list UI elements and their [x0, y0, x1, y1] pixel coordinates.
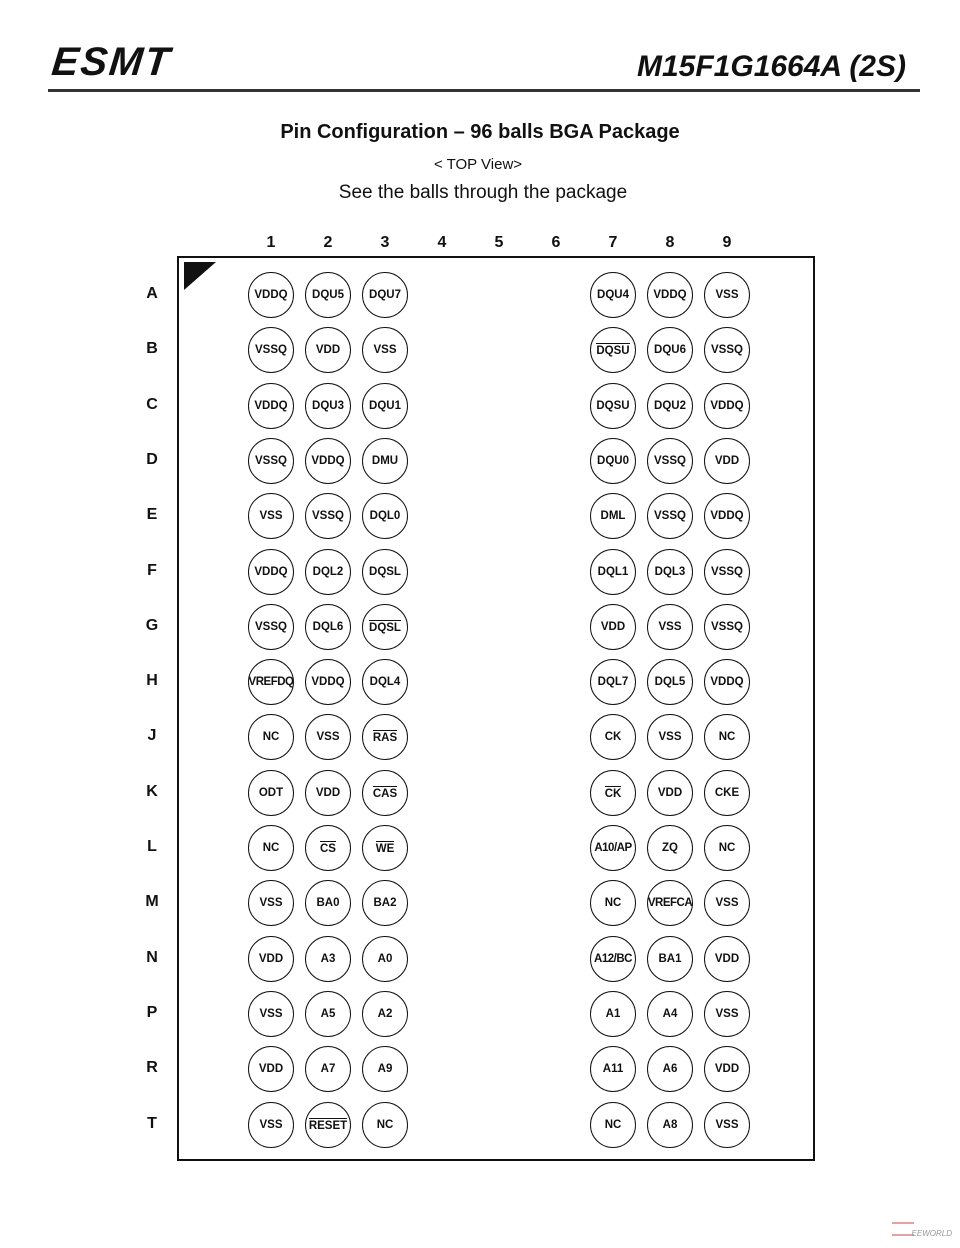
ball-label: DQSL: [369, 621, 401, 634]
ball-label: VDDQ: [710, 399, 744, 412]
ball-label: DQU4: [597, 289, 629, 301]
ball-label: NC: [376, 1118, 394, 1131]
ball-label: DML: [600, 510, 626, 523]
ball-B8: [647, 327, 693, 373]
ball-label: VSSQ: [255, 344, 287, 357]
column-header: 1: [266, 234, 276, 251]
ball-H1: [248, 659, 294, 705]
ball-label: VSS: [259, 510, 283, 523]
ball-label: VSS: [715, 1118, 739, 1131]
ball-F8: [647, 549, 693, 595]
ball-G3: [362, 604, 408, 650]
watermark-text: EEWORLD: [911, 1229, 952, 1238]
ball-E9: [704, 493, 750, 539]
ball-T3: [362, 1102, 408, 1148]
ball-label: DQL0: [369, 510, 401, 523]
ball-label: CKE: [714, 786, 740, 799]
row-header: P: [146, 1003, 158, 1021]
row-header: N: [146, 948, 158, 966]
ball-label: VDDQ: [311, 454, 345, 467]
ball-T9: [704, 1102, 750, 1148]
ball-N7: [590, 936, 636, 982]
ball-M2: [305, 880, 351, 926]
ball-label: VDDQ: [710, 510, 744, 523]
ball-label: CK: [604, 787, 622, 800]
ball-label: VDD: [657, 786, 683, 799]
ball-label: RESET: [308, 1119, 348, 1132]
ball-label: DQL3: [654, 565, 686, 578]
ball-label: VDDQ: [710, 676, 744, 689]
ball-label: DQL2: [312, 565, 344, 578]
ball-N8: [647, 936, 693, 982]
ball-T1: [248, 1102, 294, 1148]
ball-T7: [590, 1102, 636, 1148]
ball-R8: [647, 1046, 693, 1092]
ball-N2: [305, 936, 351, 982]
ball-label: VSSQ: [312, 510, 344, 523]
ball-M1: [248, 880, 294, 926]
ball-label: A1: [605, 1007, 621, 1020]
ball-E1: [248, 493, 294, 539]
ball-E7: [590, 493, 636, 539]
ball-M9: [704, 880, 750, 926]
ball-label: VREFDQ: [248, 676, 294, 689]
ball-label: VSSQ: [711, 620, 743, 633]
ball-label: VDD: [315, 786, 341, 799]
ball-R9: [704, 1046, 750, 1092]
row-header: H: [146, 672, 158, 690]
ball-G2: [305, 604, 351, 650]
ball-P7: [590, 991, 636, 1037]
ball-D3: [362, 438, 408, 484]
ball-L7: [590, 825, 636, 871]
ball-D1: [248, 438, 294, 484]
ball-label: A6: [662, 1063, 678, 1076]
ball-label: NC: [604, 897, 622, 910]
ball-label: DQU7: [369, 289, 401, 301]
ball-label: DQSU: [596, 399, 630, 412]
ball-label: VSS: [259, 1118, 283, 1131]
ball-F9: [704, 549, 750, 595]
part-number: M15F1G1664A (2S): [636, 50, 906, 83]
ball-label: VSS: [658, 731, 682, 744]
ball-label: A8: [662, 1118, 678, 1131]
column-header: 3: [380, 234, 390, 251]
ball-label: A7: [320, 1063, 336, 1076]
ball-label: VSS: [373, 344, 397, 357]
column-header: 8: [665, 234, 675, 251]
ball-label: VSSQ: [654, 510, 686, 523]
ball-label: DQL5: [654, 676, 686, 689]
ball-label: DQSL: [369, 565, 401, 578]
ball-label: DQU6: [654, 344, 686, 357]
column-header: 5: [494, 234, 504, 251]
ball-H9: [704, 659, 750, 705]
ball-R7: [590, 1046, 636, 1092]
ball-C9: [704, 383, 750, 429]
ball-label: BA0: [316, 897, 340, 910]
row-header: K: [146, 782, 158, 800]
ball-P2: [305, 991, 351, 1037]
ball-label: NC: [262, 842, 280, 854]
ball-label: VSSQ: [654, 454, 686, 467]
ball-B1: [248, 327, 294, 373]
ball-label: VSS: [658, 620, 682, 633]
ball-C8: [647, 383, 693, 429]
ball-label: NC: [262, 731, 280, 744]
ball-label: RAS: [372, 732, 398, 745]
ball-label: BA2: [373, 897, 397, 910]
pin1-corner-marker: [184, 262, 216, 290]
ball-label: VSSQ: [255, 454, 287, 467]
ball-L8: [647, 825, 693, 871]
ball-D8: [647, 438, 693, 484]
ball-label: NC: [718, 731, 736, 744]
ball-A2: [305, 272, 351, 318]
column-header: 4: [437, 234, 447, 251]
ball-N1: [248, 936, 294, 982]
column-header: 7: [608, 234, 618, 251]
view-subtitle: < TOP View>: [433, 156, 523, 173]
ball-G8: [647, 604, 693, 650]
ball-label: VDDQ: [254, 399, 288, 412]
ball-L3: [362, 825, 408, 871]
column-header: 9: [722, 234, 732, 251]
ball-G7: [590, 604, 636, 650]
ball-H2: [305, 659, 351, 705]
ball-A3: [362, 272, 408, 318]
ball-label: A12/BC: [594, 952, 632, 965]
ball-label: VSS: [715, 897, 739, 910]
ball-F7: [590, 549, 636, 595]
ball-P9: [704, 991, 750, 1037]
ball-label: CK: [604, 731, 622, 744]
row-header: A: [146, 285, 158, 302]
row-header: F: [147, 561, 157, 579]
ball-label: A10/AP: [594, 842, 632, 854]
ball-N9: [704, 936, 750, 982]
ball-label: DQU1: [369, 399, 401, 412]
ball-label: WE: [375, 843, 395, 855]
ball-label: A5: [320, 1007, 336, 1020]
ball-label: VDD: [714, 454, 740, 467]
ball-label: DQSU: [596, 345, 630, 358]
ball-P3: [362, 991, 408, 1037]
row-header: E: [146, 506, 158, 524]
ball-T2: [305, 1102, 351, 1148]
ball-label: BA1: [658, 952, 682, 965]
ball-R3: [362, 1046, 408, 1092]
ball-label: DQU3: [312, 399, 344, 412]
ball-label: VSSQ: [255, 620, 287, 633]
ball-label: DQL6: [312, 620, 344, 633]
ball-L1: [248, 825, 294, 871]
ball-label: DMU: [371, 454, 399, 467]
ball-K7: [590, 770, 636, 816]
row-header: T: [147, 1114, 157, 1132]
ball-F1: [248, 549, 294, 595]
row-header: J: [147, 727, 157, 745]
ball-label: NC: [604, 1118, 622, 1131]
ball-label: DQL7: [597, 676, 629, 689]
ball-label: VDD: [714, 952, 740, 965]
ball-label: VSSQ: [711, 565, 743, 578]
ball-M8: [647, 880, 693, 926]
ball-G9: [704, 604, 750, 650]
ball-L2: [305, 825, 351, 871]
ball-label: VSSQ: [711, 344, 743, 357]
ball-label: A9: [377, 1063, 393, 1076]
ball-H8: [647, 659, 693, 705]
ball-label: VDDQ: [254, 289, 288, 301]
ball-label: VDD: [315, 344, 341, 357]
ball-H7: [590, 659, 636, 705]
ball-P1: [248, 991, 294, 1037]
ball-label: A2: [377, 1007, 393, 1020]
ball-K2: [305, 770, 351, 816]
ball-label: VREFCA: [647, 897, 693, 910]
ball-label: A3: [320, 952, 336, 965]
ball-C1: [248, 383, 294, 429]
ball-K8: [647, 770, 693, 816]
ball-L9: [704, 825, 750, 871]
ball-label: VDD: [600, 620, 626, 633]
ball-R1: [248, 1046, 294, 1092]
ball-label: CAS: [372, 787, 398, 800]
ball-label: VSS: [259, 1007, 283, 1020]
page-title: Pin Configuration – 96 balls BGA Package: [280, 121, 680, 143]
row-header: M: [145, 893, 159, 911]
ball-T8: [647, 1102, 693, 1148]
ball-label: VSS: [715, 289, 739, 301]
ball-A1: [248, 272, 294, 318]
ball-N3: [362, 936, 408, 982]
ball-B7: [590, 327, 636, 373]
ball-A9: [704, 272, 750, 318]
ball-label: ODT: [258, 786, 284, 799]
ball-label: VDD: [258, 1063, 284, 1076]
row-header: D: [146, 450, 158, 468]
row-header: G: [145, 616, 159, 634]
ball-label: VDDQ: [653, 289, 687, 301]
ball-M3: [362, 880, 408, 926]
ball-label: A4: [662, 1007, 678, 1020]
row-header: R: [146, 1059, 158, 1077]
ball-A8: [647, 272, 693, 318]
column-header: 2: [323, 234, 333, 251]
ball-M7: [590, 880, 636, 926]
ball-P8: [647, 991, 693, 1037]
ball-E3: [362, 493, 408, 539]
ball-label: DQU5: [312, 289, 344, 301]
ball-R2: [305, 1046, 351, 1092]
ball-C7: [590, 383, 636, 429]
ball-label: VDDQ: [254, 565, 288, 578]
ball-label: DQL4: [369, 676, 401, 689]
ball-F2: [305, 549, 351, 595]
ball-D7: [590, 438, 636, 484]
row-header: C: [146, 395, 158, 413]
ball-B2: [305, 327, 351, 373]
ball-K1: [248, 770, 294, 816]
ball-label: DQL1: [597, 565, 629, 578]
ball-D9: [704, 438, 750, 484]
ball-label: DQU2: [654, 399, 686, 412]
ball-B9: [704, 327, 750, 373]
ball-H3: [362, 659, 408, 705]
ball-label: A11: [602, 1063, 624, 1076]
row-header: L: [147, 838, 157, 855]
ball-label: NC: [718, 842, 736, 854]
view-note: See the balls through the package: [338, 182, 628, 203]
ball-label: A0: [377, 952, 393, 965]
ball-C3: [362, 383, 408, 429]
ball-C2: [305, 383, 351, 429]
ball-B3: [362, 327, 408, 373]
ball-label: CS: [320, 843, 336, 855]
ball-K9: [704, 770, 750, 816]
column-header: 6: [551, 234, 561, 251]
ball-E2: [305, 493, 351, 539]
row-header: B: [146, 340, 158, 358]
ball-E8: [647, 493, 693, 539]
ball-label: VDD: [714, 1063, 740, 1076]
ball-label: VSS: [715, 1007, 739, 1020]
ball-A7: [590, 272, 636, 318]
ball-label: VDDQ: [311, 676, 345, 689]
ball-label: VSS: [316, 731, 340, 744]
ball-D2: [305, 438, 351, 484]
ball-label: ZQ: [662, 842, 678, 854]
ball-label: VSS: [259, 897, 283, 910]
esmt-logo: ESMT: [49, 40, 174, 84]
ball-K3: [362, 770, 408, 816]
ball-label: DQU0: [597, 454, 629, 467]
ball-label: VDD: [258, 952, 284, 965]
ball-G1: [248, 604, 294, 650]
header-divider: [48, 89, 920, 92]
ball-F3: [362, 549, 408, 595]
